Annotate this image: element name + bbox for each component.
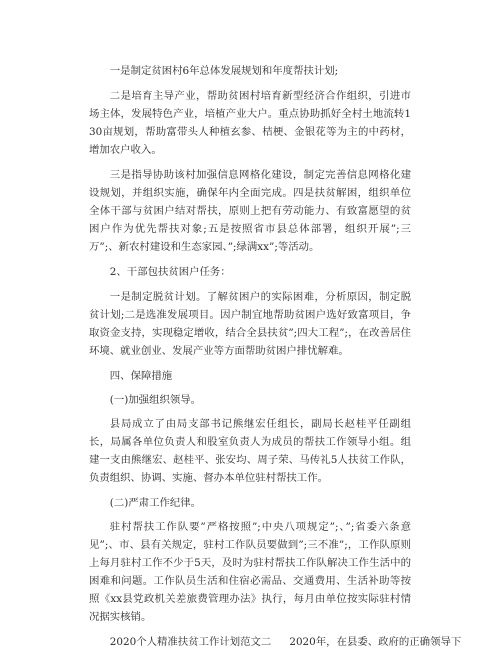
paragraph-plan-overall: 一是制定贫困村6年总体发展规划和年度帮扶计划; xyxy=(109,65,339,77)
document-body xyxy=(89,62,462,658)
subheading-organization: (一)加强组织领导。 xyxy=(109,394,202,406)
paragraph-grid-construction: 三是指导协助该村加强信息网格化建设，制定完善信息网格化建设规划，并组织实施，确保年内全面完成。四是扶贫解困，组织单位全体干部与贫困户结对帮扶，原则上把有劳动能力、有致富愿望的贫困户作为优先帮扶对象;五是按照省市县总体部署，组织开展”;三万”;、新农村建设和生态家园、”;绿满xx”;等活动。 xyxy=(89,169,411,253)
next-article-opening: 2020年，在县委、政府的正确领导下 xyxy=(289,636,462,648)
next-article-title: 2020个人精准扶贫工作计划范文二 xyxy=(109,636,272,648)
next-article-line xyxy=(89,633,462,651)
paragraph-industry: 二是培育主导产业，帮助贫困村培育新型经济合作组织，引进市场主体，发展特色产业，培植产业大户。重点协助抓好全村土地流转130亩规划，帮助富带头人种植玄参、桔梗、金银花等为主的中药材，增加农户收入。 xyxy=(89,90,411,156)
paragraph-discipline-rules: 驻村帮扶工作队要”严格按照”;中央八项规定”;、”;省委六条意见”;、市、县有关规定，驻村工作队员要做到”;三不准”;，工作队原则上每月驻村工作不少于5天，及时为驻村帮扶工作队解决工作生活中的困难和问题。工作队员生活和住宿必需品、交通费用、生活补助等按照《xx县党政机关差旅费管理办法》执行，每月由单位按实际驻村情况据实核销。 xyxy=(89,521,411,623)
section-heading-safeguards: 四、保障措施 xyxy=(109,370,173,382)
paragraph-leadership-group: 县局成立了由局支部书记熊继宏任组长，副局长赵桂平任副组长，局属各单位负责人和股室负责人为成员的帮扶工作领导小组。组建一支由熊继宏、赵桂平、张安均、周子荣、马传礼5人扶贫工作队，负责组织、协调、实施、督办本单位驻村帮扶工作。 xyxy=(89,418,411,484)
paragraph-cadre-tasks: 一是制定脱贫计划。了解贫困户的实际困难，分析原因，制定脱贫计划;二是选准发展项目。因户制宜地帮助贫困户选好致富项目，争取资金支持，实现稳定增收，结合全县扶贫”;四大工程”;，在改善居住环境、就业创业、发展产业等方面帮助贫困户排忧解难。 xyxy=(89,291,411,357)
subheading-discipline: (二)严肃工作纪律。 xyxy=(109,497,202,509)
paragraph-cadre-heading: 2、干部包扶贫困户任务： xyxy=(109,266,231,278)
